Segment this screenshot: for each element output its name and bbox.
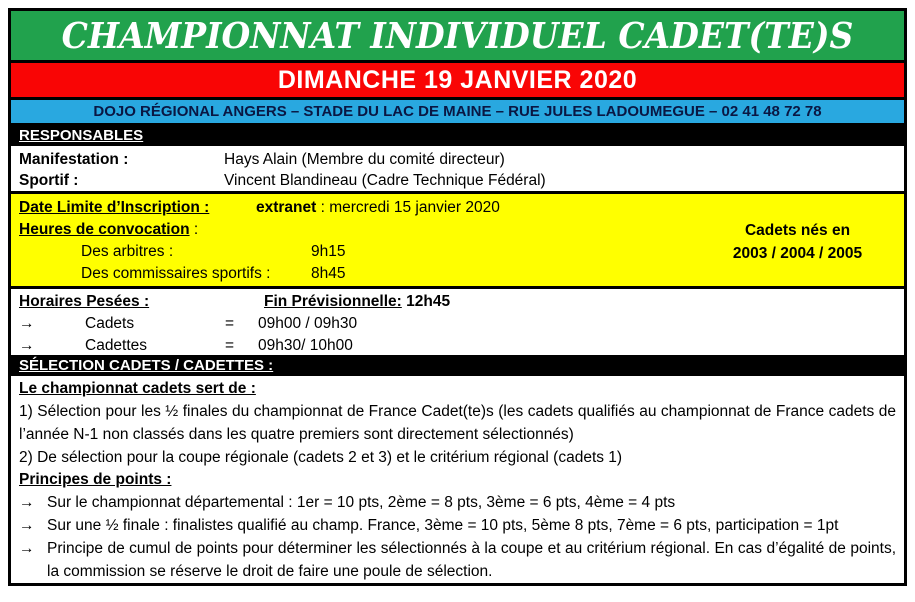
selection-item-1: 1) Sélection pour les ½ finales du championnat de France Cadet(te)s (les cadets qualifiés au championnat de France cadets de l’année N-1 non classés dans les quatre premiers sont directement sélectionnés) [19, 403, 896, 443]
responsable-row-sportif [19, 170, 896, 191]
age-note-line2: 2003 / 2004 / 2005 [732, 245, 863, 262]
commissaires-row [19, 263, 896, 285]
fin-previsionnelle-value: 12h45 [406, 293, 451, 310]
cadets-equals: = [225, 315, 235, 332]
points-item-text: Principe de cumul de points pour déterminer les sélectionnés à la coupe et au critérium régional. En cas d’égalité de points, la commission se réserve le droit de faire une poule de sélection. [47, 540, 896, 580]
commissaires-label: Des commissaires sportifs : [81, 265, 271, 282]
pesees-section [11, 289, 904, 355]
points-item-text: Sur une ½ finale : finalistes qualifié au champ. France, 3ème = 10 pts, 5ème 8 pts, 7ème = 6 pts, participation = 1pt [47, 517, 839, 534]
deadline-value: : mercredi 15 janvier 2020 [320, 199, 500, 216]
age-note-line1: Cadets nés en [744, 222, 851, 239]
points-heading: Principes de points : [19, 471, 172, 488]
manifestation-label: Manifestation : [19, 151, 129, 168]
cadettes-times: 09h30/ 10h00 [258, 337, 353, 354]
fin-previsionnelle-label: Fin Prévisionnelle: [264, 293, 402, 310]
arrow-icon: → [19, 540, 35, 557]
pesees-heading: Horaires Pesées : [19, 293, 150, 310]
convocation-label: Heures de convocation [19, 221, 190, 238]
inscription-section [11, 194, 904, 289]
selection-subheading: Le championnat cadets sert de : [19, 380, 256, 397]
sportif-label: Sportif : [19, 172, 79, 189]
responsables-heading: RESPONSABLES [19, 127, 144, 144]
cadets-label: Cadets [85, 315, 135, 332]
document-page [8, 8, 907, 586]
manifestation-value: Hays Alain (Membre du comité directeur) [224, 151, 505, 168]
arbitres-time: 9h15 [311, 243, 346, 260]
cadets-times: 09h00 / 09h30 [258, 315, 358, 332]
arrow-icon: → [19, 315, 35, 332]
cadettes-equals: = [225, 337, 235, 354]
age-note [705, 219, 890, 265]
cadettes-label: Cadettes [85, 337, 148, 354]
event-date: DIMANCHE 19 JANVIER 2020 [277, 65, 638, 94]
selection-heading: SÉLECTION CADETS / CADETTES : [19, 357, 274, 374]
points-item-2 [19, 514, 896, 537]
pesees-heading-row [19, 291, 896, 313]
responsables-section [11, 146, 904, 194]
date-banner [11, 63, 904, 100]
selection-heading-bar [11, 355, 904, 376]
deadline-row [19, 197, 896, 219]
selection-section [11, 376, 904, 583]
page-title: CHAMPIONNAT INDIVIDUEL CADET(TE)S [61, 14, 854, 57]
convocation-suffix: : [193, 221, 199, 238]
points-item-1 [19, 491, 896, 514]
deadline-label: Date Limite d’Inscription : [19, 199, 210, 216]
arrow-icon: → [19, 494, 35, 511]
arrow-icon: → [19, 517, 35, 534]
arrow-icon: → [19, 337, 35, 354]
title-banner [11, 11, 904, 63]
points-item-text: Sur le championnat départemental : 1er = 10 pts, 2ème = 8 pts, 3ème = 6 pts, 4ème = 4 pts [47, 494, 676, 511]
deadline-channel: extranet [256, 199, 317, 216]
points-item-3 [19, 537, 896, 583]
sportif-value: Vincent Blandineau (Cadre Technique Fédéral) [224, 172, 546, 189]
responsable-row-manifestation [19, 149, 896, 170]
arbitres-label: Des arbitres : [81, 243, 174, 260]
selection-item-2: 2) De sélection pour la coupe régionale (cadets 2 et 3) et le critérium régional (cadets 1) [19, 449, 623, 466]
commissaires-time: 8h45 [311, 265, 346, 282]
pesees-row-cadets [19, 313, 896, 335]
venue-banner [11, 100, 904, 125]
responsables-heading-bar [11, 125, 904, 146]
pesees-row-cadettes [19, 335, 896, 357]
venue-address: DOJO RÉGIONAL ANGERS – STADE DU LAC DE MAINE – RUE JULES LADOUMEGUE – 02 41 48 72 78 [93, 103, 822, 120]
